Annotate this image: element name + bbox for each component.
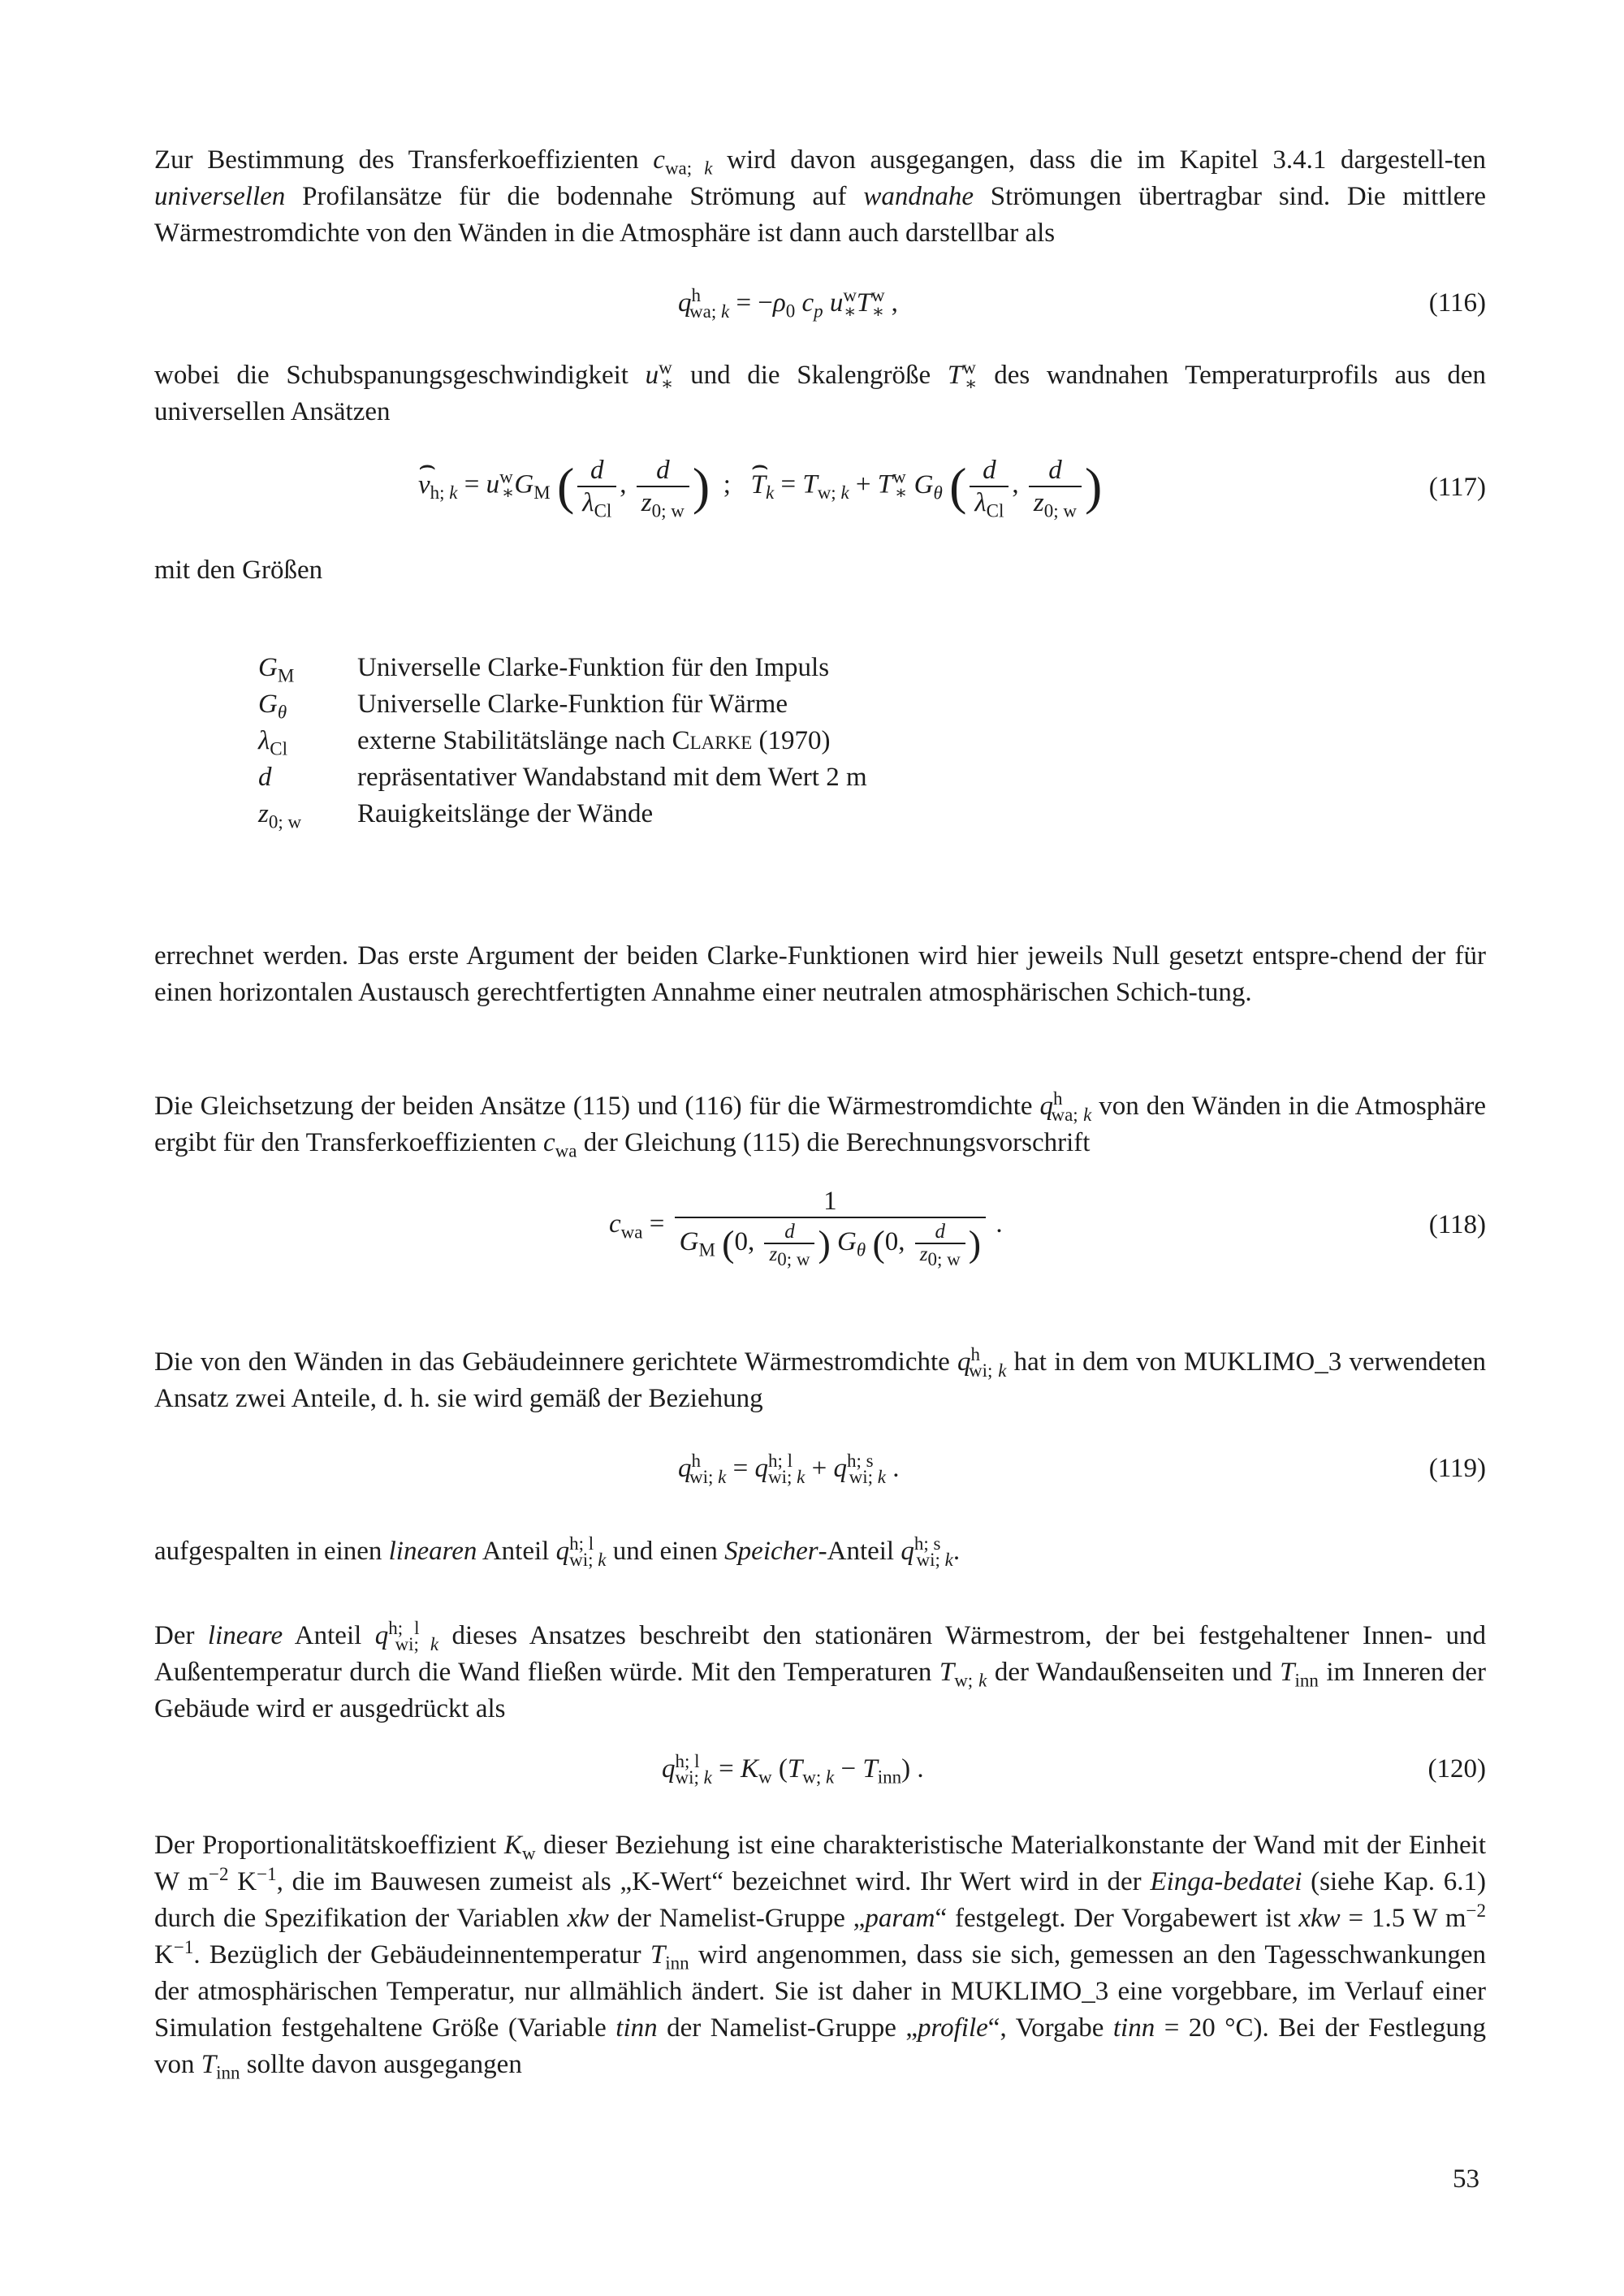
equation-number: (120) xyxy=(1427,1754,1486,1784)
equation-number: (119) xyxy=(1428,1454,1486,1483)
symbol-row: $z_{0; w}$ Rauigkeitslänge der Wände xyxy=(258,799,654,832)
equation-120: $q^{h; l}_{wi; k} = K_w$ $(T_{w; k} - T_{inn})$ . (120) xyxy=(662,1751,1486,1788)
paragraph-5: Die Gleichsetzung der beiden Ansätze (115) und (116) für die Wärmestromdichte $q^h_{wa; k}$ von den Wänden in die Atmosphäre ergibt für den Transferkoeffizienten $c_{wa}$ der Gleichung (115) die Berechnungsvorschrift xyxy=(154,1088,1486,1161)
paragraph-9: Der Proportionalitätskoeffizient $K_w$ dieser Beziehung ist eine charakteristische Materialkonstante der Wand mit der Einheit W $m^{-2}$ $K^{-1}$, die im Bauwesen zumeist als „K-Wert“ bezeichnet wird. Ihr Wert wird in der Einga-bedatei (siehe Kap. 6.1) durch die Spezifikation der Variablen xkw der Namelist-Gruppe „param“ festgelegt. Der Vorgabewert ist xkw = 1.5 W $m^{-2}$ $K^{-1}$. Bezüglich der Gebäudeinnentemperatur $T_{inn}$ wird angenommen, dass sie sich, gemessen an den Tagesschwankungen der atmosphärischen Temperatur, nur allmählich ändert. Sie ist daher in MUKLIMO_3 eine vorgebbare, im Verlauf einer Simulation festgehaltene Größe (Variable tinn der Namelist-Gruppe „profile“, Vorgabe tinn = 20 °C). Bei der Festlegung von $T_{inn}$ sollte davon ausgegangen xyxy=(154,1831,1487,2083)
symbol-row: $\lambda_{Cl}$ externe Stabilitätslänge nach Clarke (1970) xyxy=(258,726,831,759)
equation-number: (117) xyxy=(1428,473,1486,502)
paragraph-4: errechnet werden. Das erste Argument der beiden Clarke-Funktionen wird hier jeweils Null gesetzt entspre-chend der für einen horizontalen Austausch gerechtfertigten Annahme einer neutralen atmosphärischen Schich-tung. xyxy=(154,941,1486,1007)
equation-119: $q^h_{wi; k} = q^{h; l}_{wi; k} + q^{h; s}_{wi; k}$ . (119) xyxy=(678,1451,1486,1487)
symbol-row: d repräsentativer Wandabstand mit dem Wert 2 m xyxy=(258,763,867,792)
symbol-list xyxy=(258,650,867,832)
paragraph-2: wobei die Schubspanungsgeschwindigkeit $u^w_∗$ und die Skalengröße $T^w_∗$ des wandnahen Temperaturprofils aus den universellen Ansätzen xyxy=(154,357,1486,426)
equation-116: $q^h_{wa; k} = -\rho_0$ $c_p$ $u^w_∗T^w_∗$ , (116) xyxy=(678,285,1486,322)
paragraph-7: aufgespalten in einen linearen Anteil $q^{h; l}_{wi; k}$ und einen Speicher-Anteil $q^{h; s}_{wi; k}$. xyxy=(154,1533,961,1570)
equation-117: ⌢ $v_{h; k} = u^w_∗G_M$ ( $\frac{d}{\lambda_{Cl}}$ , $\frac{d}{z_{0; w}}$ ) ; ⌢ $T_k = T_{w; k} + T^w_∗$ $G_\theta$ ( $\frac{d}{\lambda_{Cl}}$ , $\frac{d}{z_{0; w}}$ ) (117) xyxy=(154,455,1486,536)
symbol-row: $G_\theta$ Universelle Clarke-Funktion für Wärme xyxy=(258,690,788,723)
page-number: 53 xyxy=(1453,2164,1479,2194)
paragraph-8: Der lineare Anteil $q^{h; l}_{wi; k}$ dieses Ansatzes beschreibt den stationären Wärmestrom, der bei festgehaltener Innen- und Außentemperatur durch die Wand fließen würde. Mit den Temperaturen $T_{w; k}$ der Wandaußenseiten und $T_{inn}$ im Inneren der Gebäude wird er ausgedrückt als xyxy=(154,1618,1487,1723)
equation-118: $c_{wa}$ = 1 $G_M$ (0, $\frac{d}{z_{0; w}}$ ) $G_\theta$ (0, $\frac{d}{z_{0; w}}$ ) . (118) xyxy=(609,1187,1486,1270)
paragraph-3: mit den Größen xyxy=(154,556,323,585)
paragraph-6: Die von den Wänden in das Gebäudeinnere gerichtete Wärmestromdichte $q^h_{wi; k}$ hat in dem von MUKLIMO_3 verwendeten Ansatz zwei Anteile, d. h. sie wird gemäß der Beziehung xyxy=(154,1344,1487,1413)
symbol-row: $G_M$ Universelle Clarke-Funktion für den Impuls xyxy=(258,653,830,686)
equation-number: (116) xyxy=(1428,288,1486,318)
paragraph-1: Zur Bestimmung des Transferkoeffizienten $c_{wa; k}$ wird davon ausgegangen, dass die im Kapitel 3.4.1 dargestell-ten universellen Profilansätze für die bodennahe Strömung auf wandnahe Strömungen übertragbar sind. Die mittlere Wärmestromdichte von den Wänden in die Atmosphäre ist dann auch darstellbar als xyxy=(154,145,1487,248)
equation-number: (118) xyxy=(1428,1210,1486,1239)
